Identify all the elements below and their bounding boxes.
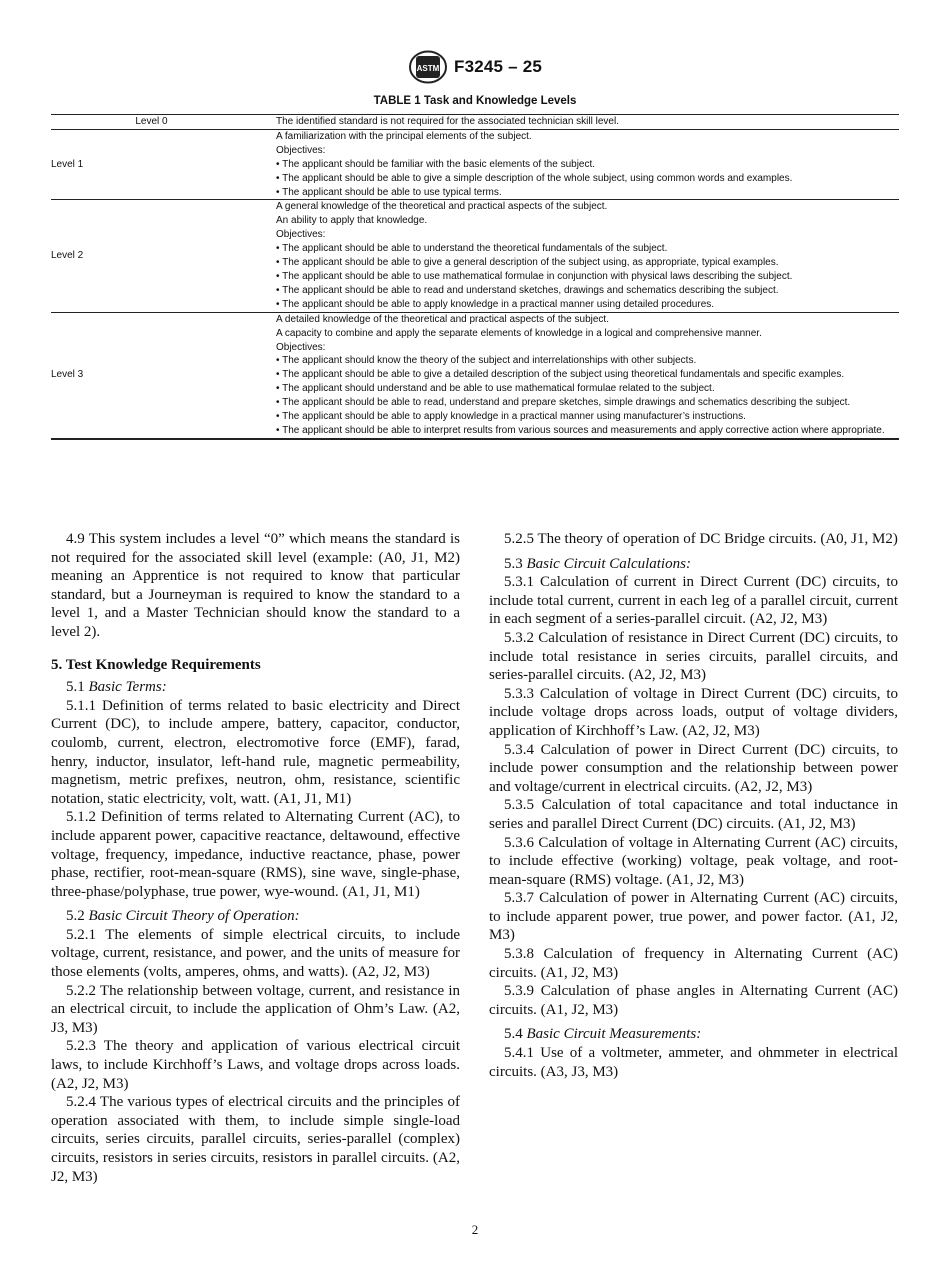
- paragraph-5-2-3: 5.2.3 The theory and application of various electrical circuit laws, to include Kirchhoff’s Laws, and voltage drops across loads. (A2, J2, M3): [51, 1038, 460, 1092]
- document-id: F3245 – 25: [453, 57, 542, 76]
- section-title: Basic Circuit Theory of Operation:: [88, 908, 300, 925]
- level-label: Level 0: [135, 116, 168, 127]
- section-title: Basic Terms:: [88, 679, 167, 696]
- description-line: An ability to apply that knowledge.: [276, 215, 428, 227]
- paragraph-5-3-5: 5.3.5 Calculation of total capacitance and total inductance in series and parallel Direct Current (DC) circuits. (A1, J2, M3): [489, 797, 898, 832]
- section-number: 5.1: [66, 679, 85, 696]
- paragraph-5-3-6: 5.3.6 Calculation of voltage in Alternating Current (AC) circuits, to include effective (working) voltage, peak voltage, and root-mean-square (RMS) voltage. (A1, J2, M3): [489, 834, 898, 888]
- right-column: [489, 530, 898, 1081]
- knowledge-levels-table: [51, 114, 899, 440]
- section-number: 5.2: [66, 908, 85, 925]
- paragraph-5-1-1: 5.1.1 Definition of terms related to basic electricity and Direct Current (DC), to include ampere, battery, capacitor, conductor, coulomb, current, electron, electromotive force (EMF), farad, henry, inductor, insulator, left-hand rule, magnetic permeability, magnetism, metric prefixes, neutron, ohm, resistance, scientific notation, static electricity, volt, watt. (A1, J1, M1): [51, 697, 460, 807]
- subsection-5-2: [51, 907, 460, 926]
- description-line: • The applicant should understand and be able to use mathematical formulae related to the subject.: [276, 383, 715, 395]
- section-heading: 5. Test Knowledge Requirements: [51, 656, 261, 673]
- description-line: • The applicant should know the theory of the subject and interrelationships with other subjects.: [276, 355, 697, 367]
- section-title: Basic Circuit Measurements:: [526, 1026, 702, 1043]
- paragraph-5-3-4: 5.3.4 Calculation of power in Direct Current (DC) circuits, to include power consumption and the relationship between power and voltage/current in electrical circuits. (A2, J2, M3): [489, 741, 898, 795]
- description-line: • The applicant should be able to give a detailed description of the subject using theoretical fundamentals and specific examples.: [276, 369, 845, 381]
- subsection-5-1: [51, 678, 460, 697]
- level-description: [276, 115, 899, 130]
- description-line: • The applicant should be able to give a simple description of the whole subject, using common words and examples.: [276, 172, 793, 184]
- paragraph-5-2-1: 5.2.1 The elements of simple electrical circuits, to include voltage, current, resistance, and power, and the units of measure for those elements (volts, amperes, ohms, and watts). (A2, J2, M3): [51, 926, 460, 981]
- paragraph-5-3-1: 5.3.1 Calculation of current in Direct Current (DC) circuits, to include total current, current in each leg of a parallel circuit, current in each segment of a series-parallel circuit. (A2, J2, M3): [489, 574, 898, 628]
- paragraph-4-9: 4.9 This system includes a level “0” which means the standard is not required for the associated skill level (example: (A0, J1, M2) meaning an Apprentice is not required to know that particular standard, but a Journeyman is required to know the standard to a level 1, and a Master Technician should know the standard to a level 2).: [51, 531, 460, 640]
- paragraph-5-3-3: 5.3.3 Calculation of voltage in Direct Current (DC) circuits, to include voltage drops across loads, output of voltage dividers, application of Kirchhoff’s Law. (A2, J2, M3): [489, 685, 898, 739]
- logo-text: ASTM: [416, 64, 440, 73]
- paragraph-5-3-2: 5.3.2 Calculation of resistance in Direct Current (DC) circuits, to include total resistance in series circuits, parallel circuits, and series-parallel circuits. (A2, J2, M3): [489, 629, 898, 684]
- left-column: [51, 530, 460, 1186]
- paragraph-5-2-4: 5.2.4 The various types of electrical circuits and the principles of operation associated with them, to include simple single-load circuits, series circuits, parallel circuits, series-parallel (complex) circuits, resistors in series circuits, resistors in parallel circuits. (A2, J2, M3): [51, 1094, 460, 1185]
- description-line: • The applicant should be able to read, understand and prepare sketches, simple drawings and schematics describing the subject.: [276, 397, 851, 409]
- table-title: TABLE 1 Task and Knowledge Levels: [373, 95, 577, 107]
- description-line: A general knowledge of the theoretical and practical aspects of the subject.: [276, 201, 608, 213]
- description-line: • The applicant should be able to give a general description of the subject using, as appropriate, typical examples.: [276, 257, 779, 269]
- description-line: The identified standard is not required for the associated technician skill level.: [276, 116, 619, 127]
- subsection-5-3: [489, 555, 898, 574]
- level-label: Level 1: [51, 158, 84, 170]
- level-description: [276, 200, 899, 312]
- level-description: [276, 312, 899, 439]
- description-line: • The applicant should be able to understand the theoretical fundamentals of the subject.: [276, 243, 668, 255]
- section-title: Basic Circuit Calculations:: [526, 555, 691, 572]
- description-line: A familiarization with the principal elements of the subject.: [276, 130, 532, 142]
- description-line: • The applicant should be able to apply knowledge in a practical manner using manufacturer’s instructions.: [276, 411, 746, 423]
- paragraph-5-2-2: 5.2.2 The relationship between voltage, current, and resistance in an electrical circuit, to include the application of Ohm’s Law. (A2, J3, M3): [51, 982, 460, 1036]
- page-number: 2: [471, 1222, 479, 1237]
- description-line: • The applicant should be able to use typical terms.: [276, 186, 502, 198]
- level-label: Level 3: [51, 369, 84, 381]
- description-line: A detailed knowledge of the theoretical and practical aspects of the subject.: [276, 313, 609, 325]
- table-row-level-2: [51, 200, 899, 312]
- level-description: [276, 129, 899, 200]
- description-line: A capacity to combine and apply the separate elements of knowledge in a logical and comprehensive manner.: [276, 327, 762, 339]
- description-line: • The applicant should be able to apply knowledge in a practical manner using detailed procedures.: [276, 298, 715, 310]
- description-line: • The applicant should be able to interpret results from various sources and measurements and apply corrective action where appropriate.: [276, 424, 885, 436]
- level-label: Level 2: [51, 250, 84, 262]
- paragraph-5-1-2: 5.1.2 Definition of terms related to Alternating Current (AC), to include apparent power, capacitive reactance, deltawound, effective voltage, frequency, impedance, inductive reactance, phase, power phase, rectifier, root-mean-square (RMS), sine wave, single-phase, three-phase/polyphase, true power, wye-wound. (A1, J1, M1): [51, 809, 460, 900]
- table-row-level-1: [51, 129, 899, 200]
- paragraph-5-3-9: 5.3.9 Calculation of phase angles in Alternating Current (AC) circuits. (A1, J2, M3): [489, 983, 898, 1018]
- paragraph-5-4-1: 5.4.1 Use of a voltmeter, ammeter, and ohmmeter in electrical circuits. (A3, J3, M3): [489, 1045, 898, 1080]
- paragraph-5-3-8: 5.3.8 Calculation of frequency in Alternating Current (AC) circuits. (A1, J2, M3): [489, 946, 898, 981]
- paragraph-5-2-5: 5.2.5 The theory of operation of DC Bridge circuits. (A0, J1, M2): [504, 531, 898, 547]
- section-number: 5.4: [504, 1026, 523, 1043]
- page-header: [0, 50, 950, 84]
- description-line: • The applicant should be able to use mathematical formulae in conjunction with physical laws describing the subject.: [276, 270, 793, 282]
- astm-logo: [408, 50, 448, 84]
- subsection-5-4: [489, 1025, 898, 1044]
- description-line: Objectives:: [276, 229, 326, 241]
- description-line: Objectives:: [276, 341, 326, 353]
- table-row-level-3: [51, 312, 899, 439]
- paragraph-5-3-7: 5.3.7 Calculation of power in Alternating Current (AC) circuits, to include apparent power, true power, and power factor. (A1, J2, M3): [489, 890, 898, 944]
- description-line: Objectives:: [276, 144, 326, 156]
- description-line: • The applicant should be able to read and understand sketches, drawings and schematics describing the subject.: [276, 284, 779, 296]
- table-row-level-0: [51, 115, 899, 130]
- description-line: • The applicant should be familiar with the basic elements of the subject.: [276, 158, 596, 170]
- section-number: 5.3: [504, 555, 523, 572]
